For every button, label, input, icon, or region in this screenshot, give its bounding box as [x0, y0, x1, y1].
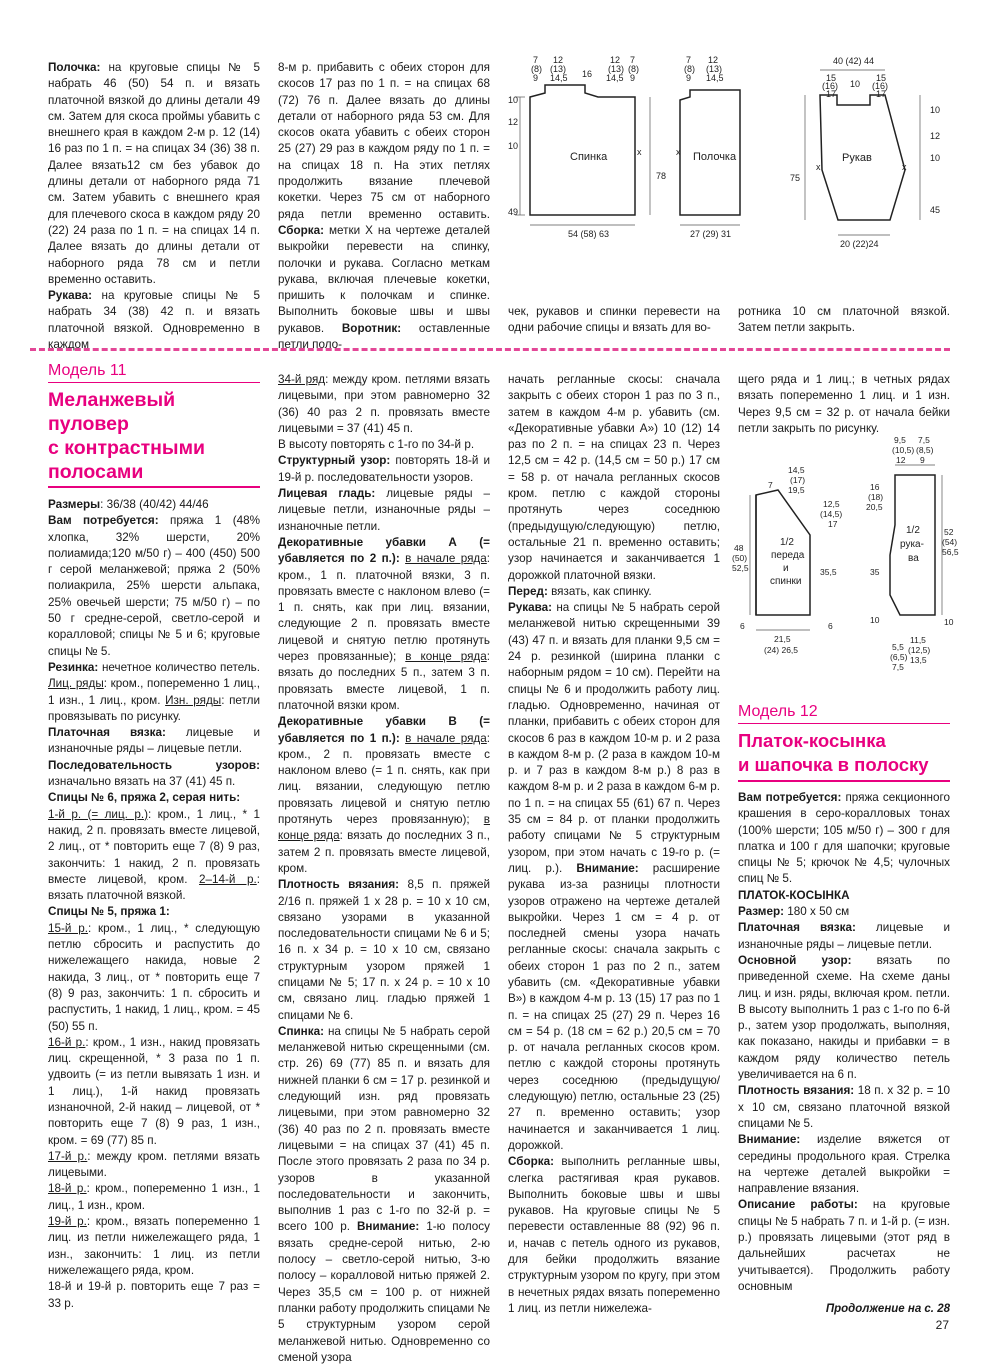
dec-b-text: : кром., 2 п. провязать вместе с наклоном влево (= 1 п. снять, как при лиц. вязании, следующую петлю провязать лицевой и снятую петлю протянуть через провязанную); [278, 731, 491, 827]
m12-garter-text: лицевые и изнаночные ряды – лицевые петли. [738, 921, 950, 951]
rib-label: Резинка: [48, 660, 99, 674]
d2-sl-2: 20,5 [866, 502, 883, 512]
gauge-text: 8,5 п. пряжей 2/16 п. пряжей 1 х 28 р. = 10 х 10 см, связано узорами в указанной последовательности спицами № 6 и 5; 16 п. х 34 р. = 10 х 10 см, связано структурным узором пряжей 1 спицами № 5; 17 п. х 24 р. = 10 х 10 см, связано лиц. гладью пряжей 1 спицами № 6. [278, 878, 490, 1022]
pattern-diagram-1 [500, 55, 960, 295]
row15-u: 15-й р. [48, 921, 88, 935]
dim-rt-1: 10 [850, 79, 861, 89]
dim-rukav-bottom: 20 (22)24 [840, 239, 879, 249]
dim-st3-3: 9 [630, 73, 636, 83]
d2-s35: 35 [870, 567, 880, 577]
x-mark-2: x [676, 147, 681, 157]
label-rukava: Рукава: [48, 289, 93, 303]
d2-mid-1: (14,5) [820, 509, 843, 519]
d2-bottom-0: 21,5 [774, 634, 791, 644]
model-12-label: Модель 12 [738, 703, 818, 720]
d2-mid-0: 12,5 [823, 499, 840, 509]
d2-sb-2: 13,5 [910, 655, 927, 665]
d2-sl-1: (18) [868, 492, 884, 502]
dim-l-0: 10 [508, 95, 519, 105]
row16-text: : кром., 1 изн., накид провязать лиц. скрещенной, * 3 раза по 1 п. удвоить (= из петли вывязать 1 изн. и 1 лиц.), 1-й накид провязать изнаночной, 2-й накид – лицевой, от * повторить еще 7 (8) 9 раз, 1 изн., кром. = 69 (77) 85 п. [48, 1035, 260, 1147]
structure-text: повторять 18-й и 19-й р. последовательности узоров. [278, 454, 490, 484]
dim-rr-2: 10 [930, 153, 941, 163]
back-text: на спицы № 5 набрать серой меланжевой нитью скрещенными (см. стр. 26) 69 (77) 85 п. и вязать для нижней планки 6 см = 17 р. резинкой и следующий изн. ряд провязать лицевыми, при этом равномерно 32 (36) 40 раз по 2 п. провязать вместе лицевыми = на спицах 37 (41) 45 п. После этого провязать 2 раза по 34 р. узоров в указанной последовательности и закончить, выполнив 1 раз с 1-го по 32-й р. = всего 100 р. [278, 1024, 490, 1234]
dim-spinka-bottom: 54 (58) 63 [568, 229, 610, 239]
model-11-line [48, 382, 260, 383]
d2-sleeve-2: ва [908, 553, 919, 564]
d2-front-1: переда [771, 550, 805, 561]
section-divider [30, 348, 950, 351]
d2-left-2: 52,5 [732, 563, 749, 573]
d2-7: 7 [768, 480, 773, 490]
dim-st2-1: (13) [550, 64, 567, 74]
label-vorotnik: Воротник: [341, 321, 402, 335]
d2-bottom-1: (24) 26,5 [764, 645, 799, 655]
d2-left-0: 48 [734, 543, 744, 553]
needles6-label: Спицы № 6, пряжа 2, серая нить: [48, 791, 241, 805]
row34-text: : между кром. петлями вязать лицевыми, при этом равномерно 32 (36) 40 раз 2 п. провязать вместе лицевыми = 37 (41) 45 п. [278, 373, 490, 435]
d2-sr-2: 56,5 [942, 547, 959, 557]
dim-l-1: 12 [508, 117, 519, 127]
dim-rt2-1: (16) [872, 81, 889, 91]
dim-st-1: 12 [553, 55, 564, 65]
m12-materials-label: Вам потребуется: [738, 791, 842, 804]
dim-rr-0: 10 [930, 105, 941, 115]
stockinette-text: лицевые ряды – лицевые петли, изнаночные ряды – изнаночные петли. [278, 487, 490, 533]
dec-b-u2: в конце ряда [278, 813, 490, 843]
dim-rr-3: 45 [930, 205, 941, 215]
attention-label: Внимание: [356, 1220, 420, 1234]
dim-pt3-1: 14,5 [706, 73, 724, 83]
text-rukava-cont: 8-м р. прибавить с обеих сторон для скосов 17 раз по 1 п. = на спицах 68 (72) 76 п. Далее вязать до длины детали от наборного ряда 53 см. Для скосов оката убавить с обеих сторон 25 (27) 29 раз в каждом ряду по 1 п. = на спицах 18 п. На этих петлях продолжить вязание плечевой кокетки. Через 75 см от наборного ряда петли временно оставить. [278, 61, 490, 221]
title-line-1: Меланжевый [48, 389, 176, 411]
col-4-top: щего ряда и 1 лиц.; в четных рядах вязать попеременно 1 лиц. и 1 изн. Через 9,5 см = 32 р. от начала бейки петли закрыть по рисунку. [738, 373, 950, 435]
dim-rt3-1: 17 [876, 89, 887, 99]
dim-st3-2: 14,5 [606, 73, 624, 83]
dim-pol-bottom: 27 (29) 31 [690, 229, 732, 239]
row18-text: : кром., попеременно 1 изн., 1 лиц., 1 изн., кром. [48, 1182, 260, 1212]
model-12-title [738, 729, 929, 777]
d2-st-2: 12 [896, 455, 906, 465]
d2-s10b: 10 [944, 617, 954, 627]
text-vorotnik: оставленные петли поло- [278, 321, 491, 352]
d2-front-3: спинки [770, 576, 802, 587]
dec-b-text2: : вязать до последних 3 п., затем 2 п. провязать вместе лицевой, кром. [278, 829, 490, 875]
dec-a-text: : кром., 1 п. платочной вязки, 3 п. провязать вместе с наклоном влево (= 1 п. снять, как при лиц. вязании, следующие 2 п. провязать вместе лицевой и снятую петлю протянуть через провязанные); [278, 552, 491, 664]
d2-sb-0: 11,5 [910, 635, 926, 645]
dim-rukav-top: 40 (42) 44 [833, 56, 875, 66]
d2-6b: 6 [828, 621, 833, 631]
x-mark-1: x [637, 147, 642, 157]
dim-pt-0: 7 [686, 55, 692, 65]
label-polochka: Полочка: [48, 61, 101, 74]
text-sborka: метки Х на чертеже деталей выкройки перевести на спинку, полочки и рукава. Согласно меткам рукава, включая плечевые кокетки, пришить к полочкам и спинке. Выполнить боковые швы и швы рукавов. [278, 223, 490, 335]
gauge-label: Плотность вязания: [278, 878, 400, 892]
assembly-text: выполнить регланные швы, слегка растягивая края рукавов. Выполнить боковые швы и швы рукавов. На круговые спицы № 5 перевести оставленные 88 (92) 96 п. и, начав с петель одного из рукавов, для бейки продолжить вязание структурным узором по кругу, при этом в нечетных рядах вязать попеременно 1 лиц. из петли нижележа- [508, 1155, 720, 1315]
row15-text: : кром., 1 лиц., * следующую петлю сбросить и распустить до нижележащего накида, новые 2 накида, 3 лиц., от * повторить еще 7 (8) 9 раз, закончить: 1 п. сбросить и распустить, 1 накид, 1 лиц., кром. = 45 (50) 55 п. [48, 921, 260, 1033]
d2-s10a: 10 [870, 615, 880, 625]
dim-rukav-75: 75 [790, 173, 801, 183]
dim-pt2-0: (8) [684, 64, 695, 74]
dim-rt3-0: 17 [826, 89, 837, 99]
title-line-2: пуловер [48, 413, 129, 435]
d2-left-1: (50) [732, 553, 748, 563]
d2-st-0: 9,5 [894, 435, 906, 445]
m12-title-line-2: и шапочка в полоску [738, 754, 929, 775]
model-12-underline [738, 780, 950, 782]
label-spinka: Спинка [570, 151, 608, 163]
attention2-label: Внимание: [576, 861, 639, 875]
model-12-line [738, 723, 950, 724]
dim-st2-0: (8) [531, 64, 542, 74]
dec-b-label: Декоративные убавки В (= убавляется по 1 п.): [278, 715, 490, 745]
d2-sr-1: (54) [942, 537, 958, 547]
dim-pt2-1: (13) [706, 64, 723, 74]
text-polochka: на круговые спицы № 5 набрать 46 (50) 54 п. и вязать платочной вязкой до длины детали 49 см. Затем для скоса проймы убавить с внешнего края в каждом 2-м р. 12 (14) 16 раз по 1 п. = на спицах 34 (36) 38 п. Далее вязать12 см без убавок до длины детали от наборного ряда 71 см. Затем убавить с внешнего края для плечевого скоса в каждом ряду 20 (22) 24 раза по 1 п. = на спицах 14 п. Далее вязать до длины детали от наборного ряда 78 см и петли временно оставить. [48, 61, 261, 286]
row2-14-u: 2–14-й р. [199, 872, 257, 886]
row1-text: : кром., 1 лиц., * 1 накид, 2 п. провязать вместе лицевой, 2 лиц., от * повторить еще 7 (8) 9 раз, закончить: 1 накид, 2 п. провязать вместе лицевой, кром. [48, 807, 260, 886]
label-polochka-d: Полочка [693, 151, 737, 163]
d2-top-2: 19,5 [788, 485, 805, 495]
sequence-text: изначально вязать на 37 (41) 45 п. [48, 775, 236, 789]
d2-front-0: 1/2 [780, 537, 794, 548]
rib-u1: Лиц. ряды [48, 677, 104, 691]
rib-text3: : петли провязывать по рисунку. [48, 693, 260, 723]
dim-rt2-0: (16) [822, 81, 839, 91]
sleeves-label: Рукава: [508, 601, 553, 615]
title-line-3: с контрастными [48, 437, 205, 459]
model-11-underline [48, 486, 260, 488]
garter-text: лицевые и изнаночные ряды – лицевые петли. [48, 726, 260, 756]
materials-label: Вам потребуется: [48, 514, 159, 528]
m12-gauge-text: 18 п. х 32 р. = 10 х 10 см, связано платочной вязкой спицами № 5. [738, 1084, 950, 1130]
d2-st2-2: 9 [920, 455, 925, 465]
title-line-4: полосами [48, 461, 144, 483]
stockinette-label: Лицевая гладь: [278, 487, 376, 501]
d2-top-0: 14,5 [788, 465, 805, 475]
col-1 [48, 497, 260, 1312]
top-col-2 [278, 60, 490, 353]
main-pattern-text: вязать по приведенной схеме. На схеме даны лиц. и изн. ряды, включая кром. петли. В высоту выполнить 1 раз с 1-го по 6-й р., затем узор продолжать, выполняя, как показано, накиды и прибавки = в каждом ряду количество петель увеличивается на 6 п. [738, 953, 950, 1082]
m12-attention-label: Внимание: [738, 1133, 801, 1147]
dim-st2-2: (13) [608, 64, 625, 74]
structure-label: Структурный узор: [278, 454, 391, 468]
row17-text: : между кром. петлями вязать лицевыми. [48, 1149, 260, 1180]
top-col-1 [48, 60, 260, 353]
top-col-3: чек, рукавов и спинки перевести на одни рабочие спицы и вязать для во- [508, 305, 720, 335]
top-col-4: ротника 10 см платочной вязкой. Затем петли закрыть. [738, 305, 950, 335]
x-mark-3: x [816, 162, 821, 172]
rib-text2: : кром., попеременно 1 лиц., 1 изн., 1 лиц., кром. [48, 677, 260, 707]
row34-u: 34-й ряд [278, 373, 326, 386]
dim-pt3-0: 9 [686, 73, 692, 83]
dim-st3-0: 9 [533, 73, 539, 83]
dim-78: 78 [656, 171, 667, 181]
attention-text: 1-ю полосу вязать средне-серой нитью, 2-ю полосу – светло-серой нитью, 3-ю полосу – коралловой нитью пряжей 2. Через 35,5 см = 100 р. от нижней планки работу продолжить спицами № 5 структурным узором серой меланжевой нитью. Одновременно со сменой узора [278, 1220, 490, 1364]
model-11-title [48, 388, 205, 484]
dim-st-0: 7 [533, 55, 539, 65]
d2-sr-0: 52 [944, 527, 954, 537]
dim-l-3: 49 [508, 207, 519, 217]
col-4 [738, 790, 950, 1295]
m12-title-line-1: Платок-косынка [738, 730, 886, 751]
shawl-heading: ПЛАТОК-КОСЫНКА [738, 888, 850, 902]
sequence-label: Последовательность узоров: [48, 758, 260, 772]
d2-top-1: (17) [790, 475, 806, 485]
model-11-label: Модель 11 [48, 362, 127, 379]
row1-u: 1-й р. (= лиц. р.) [48, 807, 148, 821]
dec-a-label: Декоративные убавки А (= убавляется по 2 п.): [278, 535, 490, 566]
d2-st2-0: 7,5 [918, 435, 930, 445]
m12-size-text: 180 х 50 см [783, 905, 850, 919]
d2-sb2-0: 5,5 [892, 642, 904, 652]
col-3 [508, 372, 720, 1317]
d2-355: 35,5 [820, 567, 837, 577]
rib-u2: Изн. ряды [165, 693, 222, 707]
sizes-text: : 36/38 (40/42) 44/46 [100, 498, 209, 511]
d2-sl-0: 16 [870, 482, 880, 492]
d2-sb-1: (12,5) [908, 645, 931, 655]
work-desc-text: на круговые спицы № 5 набрать 7 п. и 1-й р. (= изн. р.) провязать лицевыми (этот ряд в дальнейших расчетах не учитывается). Продолжить работу основным [738, 1198, 950, 1293]
sleeves-text: на спицы № 5 набрать серой меланжевой нитью скрещенными 39 (43) 47 п. и вязать для планки 9,5 см = 24 р. резинкой (ширина планки с наборным рядом = 10 см). Перейти на спицы № 6 и продолжить работу лиц. гладью. Одновременно, начиная от планки, прибавить с обеих сторон для скосов 6 раз в каждом 10-м р. и 2 раза в каждом 8-м р. (2 раза в каждом 10-м р. и 7 раз в каждом 8-м р.) 8 раз в каждом 8-м р. и 2 раза в каждом 6-м р. по 1 п. = на спицах 55 (61) 67 п. Через 35 см = 84 р. от планки продолжить работу спицами № 5 структурным узором, при этом начать с 19-го р. (= лиц. р.). [508, 601, 720, 875]
m12-gauge-label: Плотность вязания: [738, 1084, 855, 1098]
d2-st-1: (10,5) [892, 445, 915, 455]
attention2-text: расширение рукава из-за разницы плотности узоров отражено на чертеже деталей выкройки. Через 1 см = 4 р. от последней смены узора начать регланные скосы: сначала закрыть с обеих сторон 1 раз по 2 п., затем убавить (см. «Декоративные убавки В») в каждом 4-м р. 13 (15) 17 раз по 1 п. = на спицах 25 (27) 29 п. Через 16 см = 54 р. (18 см = 62 р.) 20,5 см = 70 р. от начала регланных скосов кром. петлю с каждой стороны протянуть через соседнюю (предыдущую/следующую) петлю, остальные 23 (25) 27 п. временно оставить; узор начинается и заканчивается 1 лиц. дорожкой. [508, 861, 720, 1152]
col-2 [278, 372, 490, 1366]
needles5-label: Спицы № 5, пряжа 1: [48, 905, 170, 919]
label-sborka: Сборка: [278, 223, 325, 237]
dim-pt-1: 12 [708, 55, 719, 65]
dim-st3-1: 14,5 [550, 73, 568, 83]
m12-size-label: Размер: [738, 905, 784, 919]
garter-label: Платочная вязка: [48, 726, 166, 740]
row16-u: 16-й р. [48, 1035, 86, 1049]
row2-14-text: : вязать платочной вязкой. [48, 872, 260, 903]
d2-front-2: и [783, 563, 789, 574]
back-label: Спинка: [278, 1024, 324, 1038]
d2-sb2-1: (6,5) [890, 652, 908, 662]
work-desc-label: Описание работы: [738, 1198, 858, 1212]
d2-sleeve-0: 1/2 [906, 525, 920, 536]
dim-st-2: 16 [582, 69, 593, 79]
d2-sleeve-1: рука- [900, 539, 924, 550]
dec-a-u1: в начале ряда [405, 552, 487, 566]
dec-a-u2: в конце ряда [405, 650, 487, 664]
row18-u: 18-й р. [48, 1182, 87, 1196]
d2-st2-1: (8,5) [916, 445, 934, 455]
m12-materials-text: пряжа секционного крашения в серо-коралловых тонах (100% шерсти; 105 м/50 г) – 300 г для платка и 100 г для шапочки; круговые спицы № 5; крючок № 4,5; чулочных спиц № 5. [738, 791, 950, 886]
repeat-height: В высоту повторять с 1-го по 34-й р. [278, 438, 475, 452]
d2-mid-2: 17 [828, 519, 838, 529]
rib-text: нечетное количество петель. [98, 660, 260, 674]
dim-l-2: 10 [508, 141, 519, 151]
dim-rt-2: 15 [876, 73, 887, 83]
row17-u: 17-й р. [48, 1149, 88, 1163]
page-number: 27 [935, 1318, 949, 1332]
sizes-label: Размеры [48, 498, 101, 511]
pattern-diagram-2 [730, 435, 960, 675]
row19-u: 19-й р. [48, 1215, 87, 1229]
text-rukava: на круговые спицы № 5 набрать 34 (38) 42 п. и вязать платочной вязкой. Одновременно в каждом [48, 289, 260, 352]
m12-attention-text: изделие вяжется от середины продольного края. Стрелка на чертеже деталей выкройки = направление вязания. [738, 1133, 950, 1196]
dim-st2-3: (8) [628, 64, 639, 74]
front-label: Перед: [508, 584, 548, 598]
m12-garter-label: Платочная вязка: [738, 921, 856, 935]
dim-st-3: 12 [610, 55, 621, 65]
dim-rr-1: 12 [930, 131, 941, 141]
materials-text: пряжа 1 (48% хлопка, 32% шерсти, 20% полиамида;120 м/50 г) – 400 (450) 500 г серой меланжевой; пряжа 2 (50% полиакрила, 25% шерсти альпака, 25% овечьей шерсти; 75 м/50 г) – по 50 г средне-серой, светло-серой и коралловой; спицы № 5 и 6; круговые спицы № 5. [48, 514, 260, 658]
d2-sb2-2: 7,5 [892, 662, 904, 672]
raglan-text: начать регланные скосы: сначала закрыть с обеих сторон 1 раз по 3 п., затем в каждом 4-м р. убавить (см. «Декоративные убавки А») 10 (12) 14 раз по 2 п. = на спицах 23 п. Через 12,5 см = 42 р. (14,5 см = 50 р.) 17 см = 58 р. от начала регланных скосов кром. петлю с каждой стороны протянуть через соседнюю (предыдущую/следующую) петлю, остальные 21 п. временно оставить; узор начинается и заканчивается 1 дорожкой платочной вязки. [508, 373, 720, 582]
label-rukav: Рукав [842, 152, 872, 164]
dec-a-text2: : вязать до последних 5 п., затем 3 п. провязать вместе лицевой, 1 п. платочной вязки кром. [278, 650, 490, 712]
dim-st-4: 7 [630, 55, 636, 65]
assembly-label: Сборка: [508, 1155, 555, 1169]
dec-b-u1: в начале ряда [405, 731, 487, 745]
d2-6a: 6 [740, 621, 745, 631]
row19-text: : кром., вязать попеременно 1 лиц. из петли нижележащего ряда, 1 изн., закончить: 1 лиц. из петли нижележащего ряда, кром. [48, 1215, 260, 1277]
main-pattern-label: Основной узор: [738, 953, 852, 967]
repeat-text: 18-й и 19-й р. повторить еще 7 раз = 33 р. [48, 1280, 260, 1310]
continued-note: Продолжение на с. 28 [825, 1303, 950, 1315]
x-mark-4: x [902, 162, 907, 172]
dim-rt-0: 15 [826, 73, 837, 83]
front-text: вязать, как спинку. [547, 584, 652, 598]
